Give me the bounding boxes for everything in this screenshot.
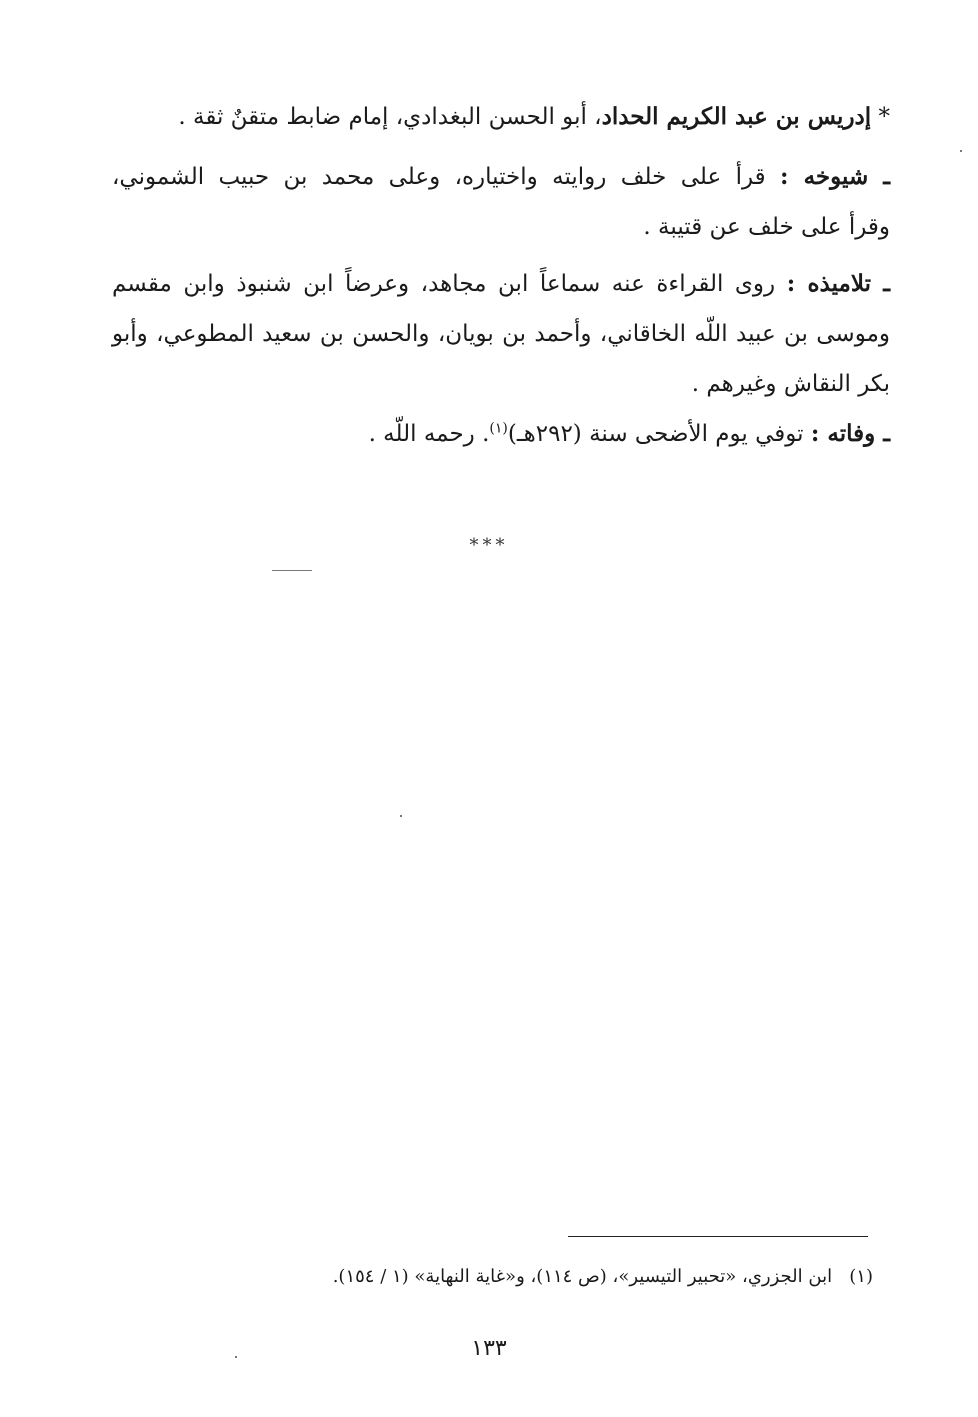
students-paragraph	[112, 259, 890, 409]
teachers-text-1: قرأ على خلف روايته واختياره، وعلى محمد بن حبيب الشموني،	[112, 164, 766, 190]
entry-name: إدريس بن عبد الكريم الحداد	[601, 103, 872, 130]
students-label: ـ تلاميذه :	[786, 270, 890, 297]
death-text-end: . رحمه اللّه .	[368, 421, 490, 447]
teachers-paragraph	[112, 152, 890, 252]
teachers-line-1	[112, 152, 890, 202]
footnote-text: ابن الجزري، «تحبير التيسير»، (ص ١١٤)، و«غاية النهاية» (١ / ١٥٤).	[332, 1266, 833, 1287]
footnote-reference[interactable]: (١)	[489, 420, 508, 437]
footnote-number: (١)	[849, 1266, 873, 1287]
teachers-line-2: وقرأ على خلف عن قتيبة .	[643, 214, 890, 240]
students-line-3: بكر النقاش وغيرهم .	[691, 371, 890, 397]
footnote-divider	[568, 1236, 868, 1237]
students-line-2: وموسى بن عبيد اللّه الخاقاني، وأحمد بن بويان، والحسن بن سعيد المطوعي، وأبو	[112, 321, 890, 347]
entry-description: ، أبو الحسن البغدادي، إمام ضابط متقنٌ ثقة .	[178, 104, 602, 130]
scan-speck	[400, 815, 402, 817]
entry-heading	[112, 92, 890, 142]
footnote	[200, 1260, 873, 1294]
death-text: توفي يوم الأضحى سنة (٢٩٢هـ)	[507, 421, 804, 447]
teachers-label: ـ شيوخه :	[780, 163, 890, 190]
page-number: ١٣٣	[471, 1336, 507, 1361]
students-text-1: روى القراءة عنه سماعاً ابن مجاهد، وعرضاً ابن شنبوذ وابن مقسم	[112, 271, 776, 297]
scan-speck	[960, 150, 962, 152]
scan-speck	[235, 1356, 237, 1358]
death-label: ـ وفاته :	[810, 420, 890, 447]
students-line-1	[112, 259, 890, 309]
section-separator: ***	[469, 535, 509, 556]
death-paragraph	[112, 409, 890, 459]
asterisk-icon: *	[878, 104, 890, 130]
scan-speck	[272, 570, 312, 571]
